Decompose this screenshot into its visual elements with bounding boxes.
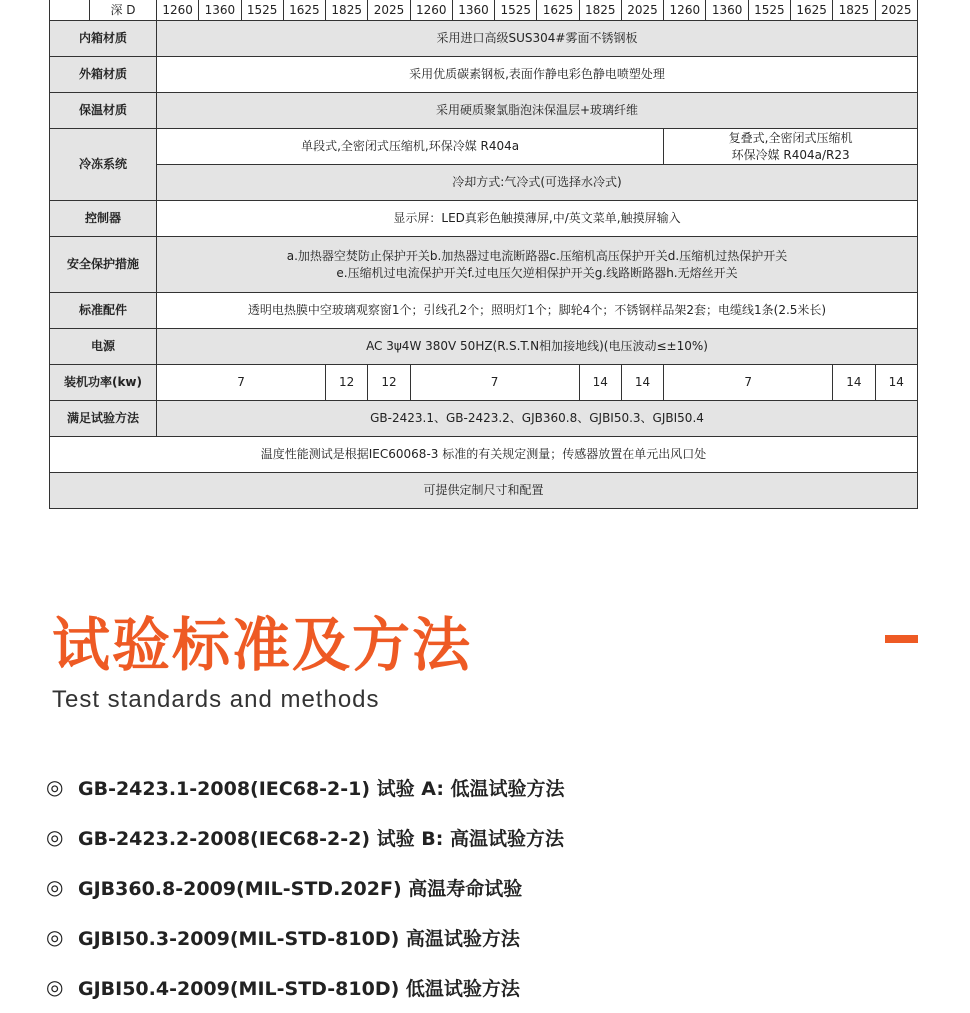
depth-value: 1625 [790, 0, 832, 21]
bullet-icon: ◎ [46, 975, 64, 999]
safety-cell [157, 237, 918, 293]
power-value: 7 [410, 365, 579, 401]
power-value: 12 [368, 365, 410, 401]
row-label: 标准配件 [50, 293, 157, 329]
depth-value: 1525 [495, 0, 537, 21]
note-cell: 可提供定制尺寸和配置 [50, 473, 918, 509]
standards-list [46, 762, 565, 1012]
depth-value: 1625 [537, 0, 579, 21]
spec-table [49, 0, 918, 509]
note-row [50, 473, 918, 509]
row-value: 透明电热膜中空玻璃观察窗1个；引线孔2个；照明灯1个；脚轮4个；不锈钢样品架2套；电缆线1条(2.5米长) [157, 293, 918, 329]
row-value: AC 3ψ4W 380V 50HZ(R.S.T.N相加接地线)(电压波动≤±10%) [157, 329, 918, 365]
standard-text: GJBI50.3-2009(MIL-STD-810D) 高温试验方法 [78, 927, 520, 950]
standard-text: GJBI50.4-2009(MIL-STD-810D) 低温试验方法 [78, 977, 520, 1000]
depth-value: 2025 [621, 0, 663, 21]
bullet-icon: ◎ [46, 775, 64, 799]
row-value: 采用进口高级SUS304#雾面不锈钢板 [157, 21, 918, 57]
depth-value: 2025 [368, 0, 410, 21]
bullet-icon: ◎ [46, 875, 64, 899]
refrigeration-row [50, 129, 918, 165]
depth-value: 1625 [283, 0, 325, 21]
cascade-line: 复叠式,全密闭式压缩机 [728, 130, 853, 145]
list-item [46, 762, 565, 812]
list-item [46, 912, 565, 962]
installed-power-row [50, 365, 918, 401]
standard-text: GB-2423.2-2008(IEC68-2-2) 试验 B: 高温试验方法 [78, 827, 564, 850]
insulation-row [50, 93, 918, 129]
note-cell: 温度性能测试是根据IEC60068-3 标准的有关规定测量；传感器放置在单元出风口处 [50, 437, 918, 473]
row-value: 显示屏：LED真彩色触摸薄屏,中/英文菜单,触摸屏输入 [157, 201, 918, 237]
table-cell-empty [50, 0, 90, 21]
row-label: 电源 [50, 329, 157, 365]
power-value: 7 [157, 365, 326, 401]
depth-value: 1260 [410, 0, 452, 21]
power-value: 7 [664, 365, 833, 401]
list-item [46, 962, 565, 1012]
depth-value: 2025 [875, 0, 917, 21]
safety-line: a.加热器空焚防止保护开关b.加热器过电流断路器c.压缩机高压保护开关d.压缩机过热保护开关 [286, 248, 788, 263]
standard-text: GB-2423.1-2008(IEC68-2-1) 试验 A: 低温试验方法 [78, 777, 565, 800]
cascade-cell [664, 129, 918, 165]
power-value: 14 [579, 365, 621, 401]
section-subtitle: Test standards and methods [52, 686, 380, 713]
accent-bar [885, 635, 918, 643]
power-value: 14 [875, 365, 917, 401]
row-label: 安全保护措施 [50, 237, 157, 293]
cooling-cell: 冷却方式:气冷式(可选择水冷式) [157, 165, 918, 201]
depth-value: 1825 [326, 0, 368, 21]
controller-row [50, 201, 918, 237]
safety-line: e.压缩机过电流保护开关f.过电压欠逆相保护开关g.线路断路器h.无熔丝开关 [336, 265, 738, 280]
list-item [46, 862, 565, 912]
depth-row [50, 0, 918, 21]
depth-value: 1825 [579, 0, 621, 21]
power-supply-row [50, 329, 918, 365]
list-item [46, 812, 565, 862]
inner-material-row [50, 21, 918, 57]
cascade-line: 环保冷媒 R404a/R23 [731, 147, 850, 162]
depth-value: 1260 [157, 0, 199, 21]
accessories-row [50, 293, 918, 329]
row-value: 采用优质碳素钢板,表面作静电彩色静电喷塑处理 [157, 57, 918, 93]
row-label: 装机功率(kw) [50, 365, 157, 401]
row-label: 深 D [90, 0, 157, 21]
note-row [50, 437, 918, 473]
test-methods-row [50, 401, 918, 437]
single-stage-cell: 单段式,全密闭式压缩机,环保冷媒 R404a [157, 129, 664, 165]
depth-value: 1525 [748, 0, 790, 21]
depth-value: 1825 [833, 0, 875, 21]
row-label: 外箱材质 [50, 57, 157, 93]
row-label: 控制器 [50, 201, 157, 237]
power-value: 14 [833, 365, 875, 401]
row-value: 采用硬质聚氯脂泡沫保温层+玻璃纤维 [157, 93, 918, 129]
power-value: 12 [326, 365, 368, 401]
safety-row [50, 237, 918, 293]
outer-material-row [50, 57, 918, 93]
section-title: 试验标准及方法 [52, 611, 473, 679]
depth-value: 1260 [664, 0, 706, 21]
power-value: 14 [621, 365, 663, 401]
depth-value: 1360 [199, 0, 241, 21]
row-label: 冷冻系统 [50, 129, 157, 201]
depth-value: 1525 [241, 0, 283, 21]
standard-text: GJB360.8-2009(MIL-STD.202F) 高温寿命试验 [78, 877, 523, 900]
row-label: 内箱材质 [50, 21, 157, 57]
row-value: GB-2423.1、GB-2423.2、GJB360.8、GJBI50.3、GJBI50.4 [157, 401, 918, 437]
depth-value: 1360 [706, 0, 748, 21]
bullet-icon: ◎ [46, 825, 64, 849]
row-label: 满足试验方法 [50, 401, 157, 437]
depth-value: 1360 [452, 0, 494, 21]
row-label: 保温材质 [50, 93, 157, 129]
cooling-row [50, 165, 918, 201]
bullet-icon: ◎ [46, 925, 64, 949]
